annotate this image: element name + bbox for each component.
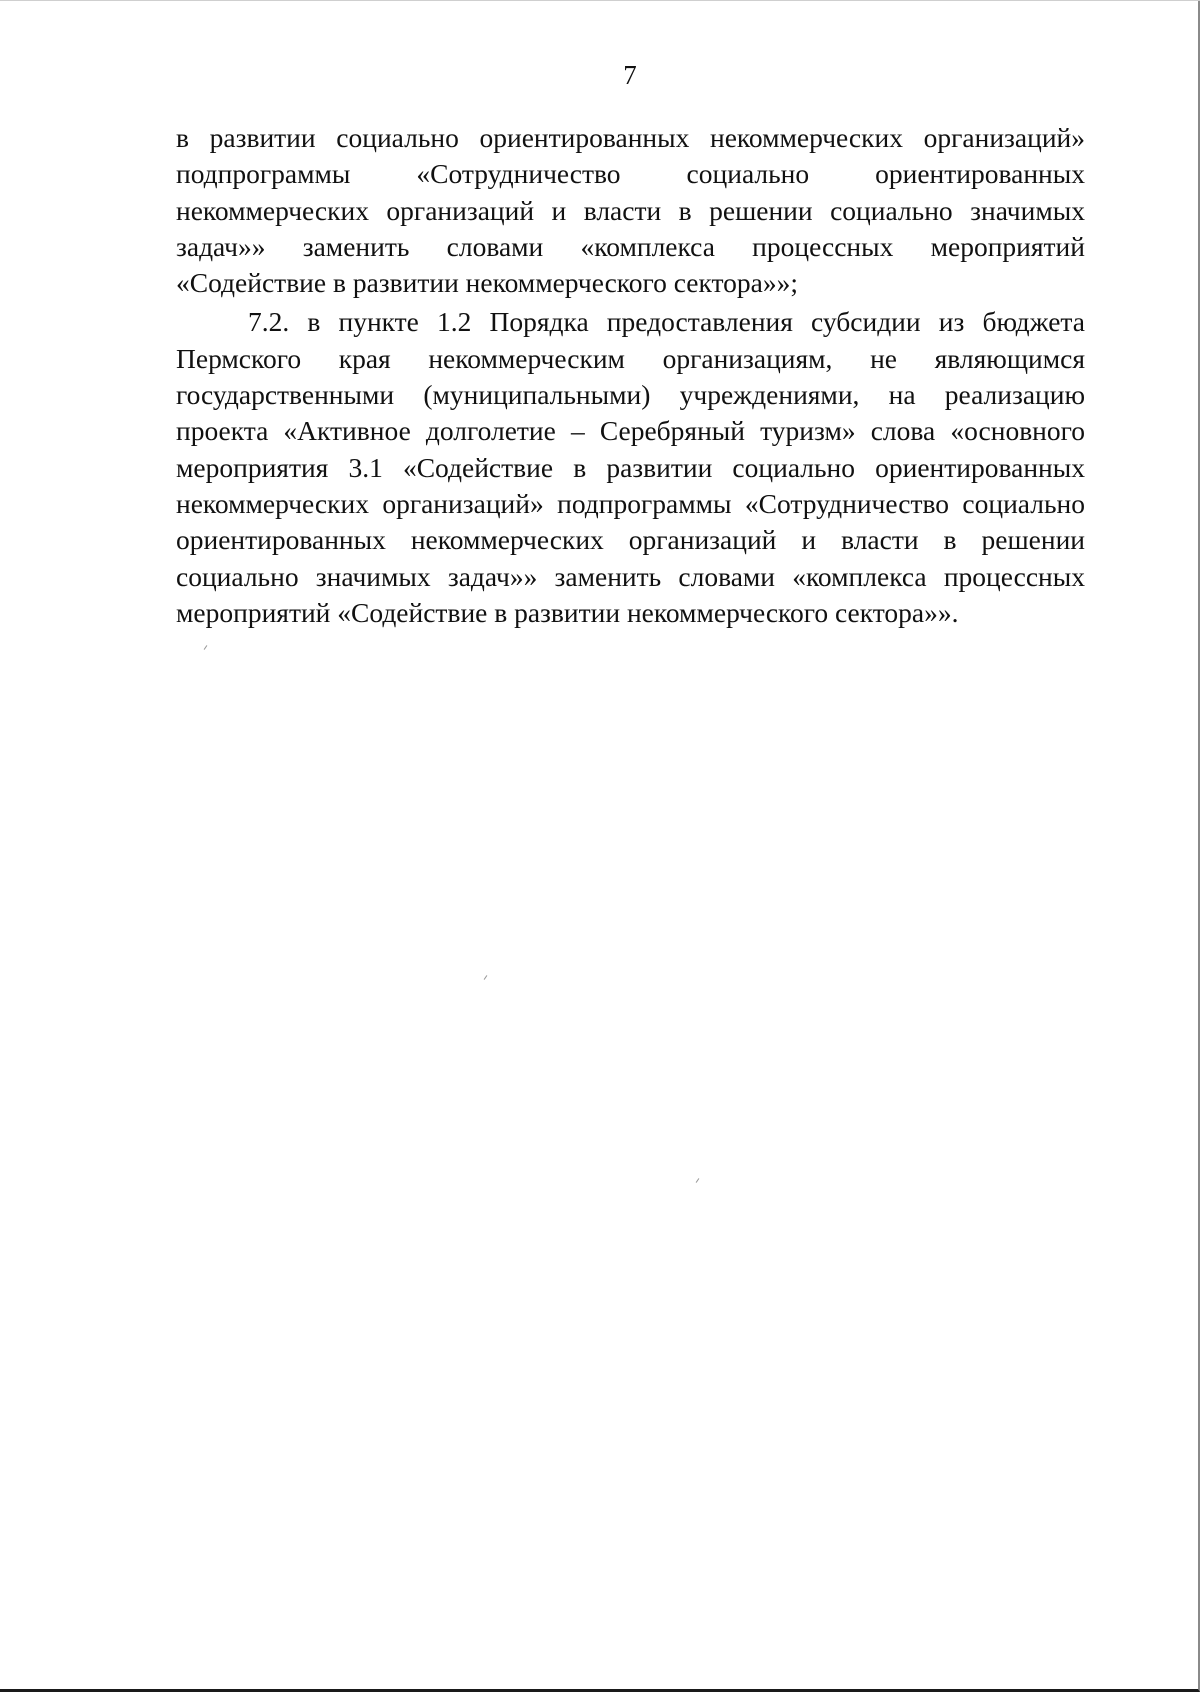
scan-speck [696, 1178, 700, 1183]
scan-speck [484, 975, 488, 980]
document-body [176, 120, 1085, 634]
page-number: 7 [623, 60, 637, 90]
scan-speck [204, 645, 208, 650]
paragraph-item-7-2: 7.2. в пункте 1.2 Порядка предоставления субсидии из бюджета Пермского края некоммерческим организациям, не являющимся государственными (муниципальными) учреждениями, на реализацию проекта «Активное долголетие – Серебряный туризм» слова «основного мероприятия 3.1 «Содействие в развитии социально ориентированных некоммерческих организаций» подпрограммы «Сотрудничество социально ориентированных некоммерческих организаций и власти в решении социально значимых задач»» заменить словами «комплекса процессных мероприятий «Содействие в развитии некоммерческого сектора»». [176, 306, 1085, 628]
paragraph-continuation: в развитии социально ориентированных некоммерческих организаций» подпрограммы «Сотрудничество социально ориентированных некоммерческих организаций и власти в решении социально значимых задач»» заменить словами «комплекса процессных мероприятий «Содействие в развитии некоммерческого сектора»»; [176, 122, 1085, 299]
